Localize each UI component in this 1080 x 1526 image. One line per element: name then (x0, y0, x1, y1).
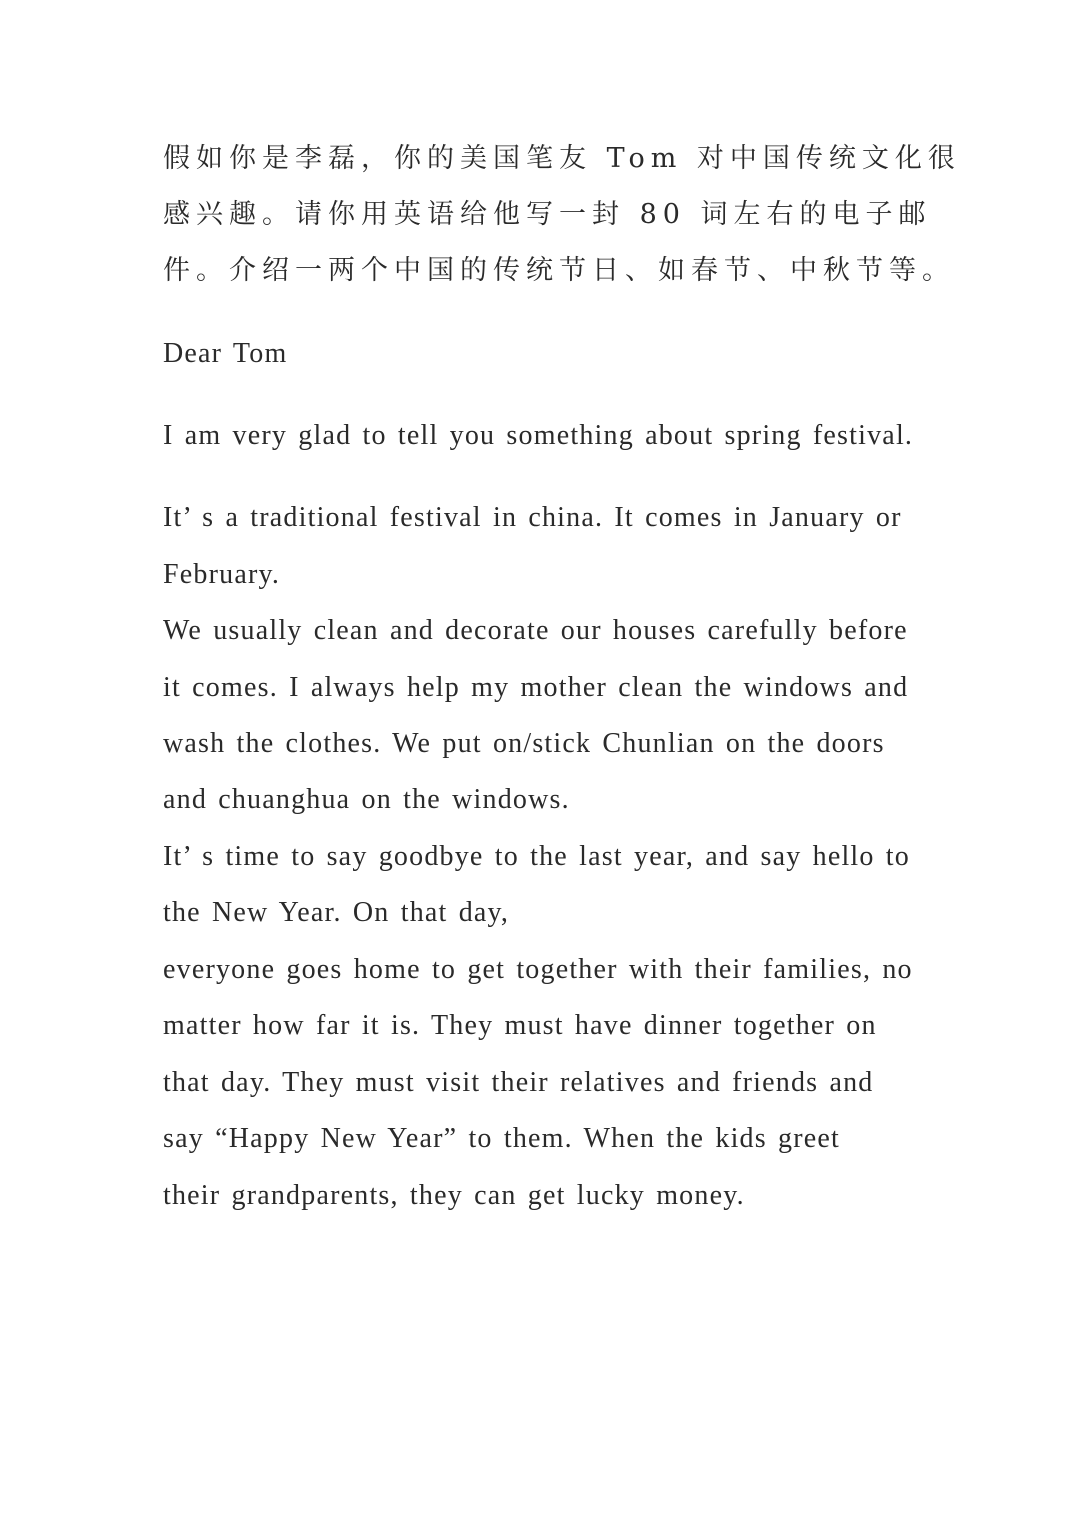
letter-line-10: everyone goes home to get together with their families, no (163, 954, 913, 985)
prompt-line-3: 件。介绍一两个中国的传统节日、如春节、中秋节等。 (163, 255, 955, 286)
prompt-line-2: 感兴趣。请你用英语给他写一封 80 词左右的电子邮 (163, 199, 932, 230)
letter-line-5: it comes. I always help my mother clean the windows and (163, 672, 909, 703)
letter-line-14: their grandparents, they can get lucky money. (163, 1180, 745, 1211)
letter-line-1: I am very glad to tell you something about spring festival. (163, 420, 914, 451)
letter-line-3: February. (163, 559, 281, 590)
letter-line-8: It’ s time to say goodbye to the last year, and say hello to (163, 841, 910, 872)
letter-line-7: and chuanghua on the windows. (163, 784, 570, 815)
letter-line-2: It’ s a traditional festival in china. It comes in January or (163, 502, 902, 533)
letter-line-13: say “Happy New Year” to them. When the kids greet (163, 1123, 841, 1154)
letter-line-9: the New Year. On that day, (163, 897, 510, 928)
letter-greeting: Dear Tom (163, 338, 288, 369)
prompt-line-1: 假如你是李磊，你的美国笔友 Tom 对中国传统文化很 (163, 143, 961, 174)
letter-line-12: that day. They must visit their relatives and friends and (163, 1067, 874, 1098)
letter-line-4: We usually clean and decorate our houses carefully before (163, 615, 908, 646)
letter-line-11: matter how far it is. They must have dinner together on (163, 1010, 877, 1041)
letter-line-6: wash the clothes. We put on/stick Chunlian on the doors (163, 728, 885, 759)
